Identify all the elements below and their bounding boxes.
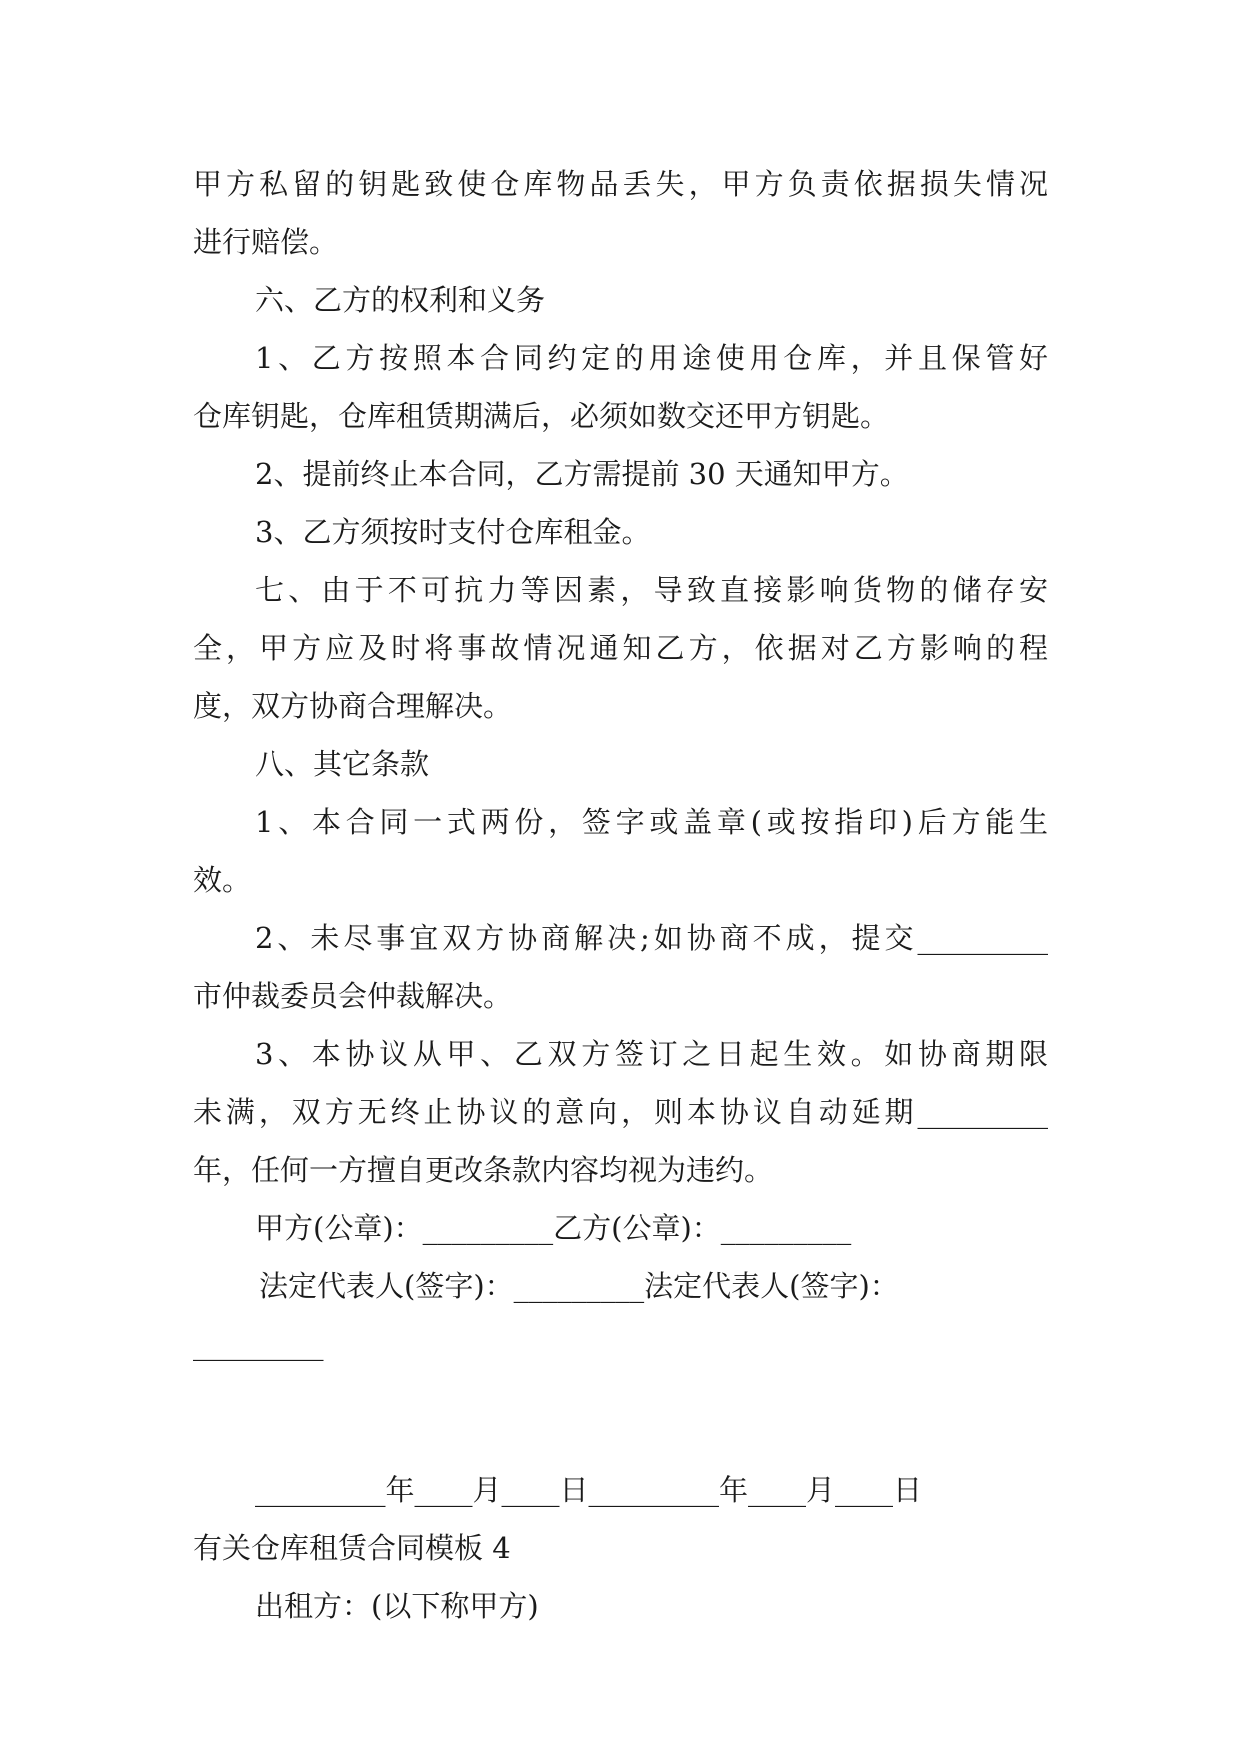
spacer <box>193 1373 1048 1461</box>
paragraph-line: 全，甲方应及时将事故情况通知乙方，依据对乙方影响的程 <box>193 631 1048 665</box>
clause-line: 3、本协议从甲、乙双方签订之日起生效。如协商期限 <box>255 1037 1048 1071</box>
template-title: 有关仓库租赁合同模板 4 <box>193 1531 511 1565</box>
clause-line: 仓库钥匙，仓库租赁期满后，必须如数交还甲方钥匙。 <box>193 399 890 433</box>
paragraph-line: 进行赔偿。 <box>193 225 339 259</box>
clause-line: 2、提前终止本合同，乙方需提前 30 天通知甲方。 <box>255 457 909 491</box>
clause-line: 未满，双方无终止协议的意向，则本协议自动延期_________ <box>193 1095 1048 1129</box>
paragraph-line: 甲方私留的钥匙致使仓库物品丢失，甲方负责依据损失情况 <box>193 167 1048 201</box>
clause-line: 3、乙方须按时支付仓库租金。 <box>255 515 651 549</box>
signature-blank: _________ <box>193 1327 324 1361</box>
clause-line: 市仲裁委员会仲裁解决。 <box>193 979 513 1013</box>
clause-line: 效。 <box>193 863 252 897</box>
section-heading: 八、其它条款 <box>255 747 430 781</box>
lessor-line: 出租方：(以下称甲方) <box>255 1589 539 1623</box>
section-heading: 六、乙方的权利和义务 <box>255 283 546 317</box>
clause-line: 1、乙方按照本合同约定的用途使用仓库，并且保管好 <box>255 341 1048 375</box>
section-heading: 七、由于不可抗力等因素，导致直接影响货物的储存安 <box>255 573 1048 607</box>
clause-line: 1、本合同一式两份，签字或盖章(或按指印)后方能生 <box>255 805 1048 839</box>
clause-line: 2、未尽事宜双方协商解决;如协商不成，提交_________ <box>255 921 1048 955</box>
paragraph-line: 度，双方协商合理解决。 <box>193 689 513 723</box>
clause-line: 年，任何一方擅自更改条款内容均视为违约。 <box>193 1153 774 1187</box>
date-line: _________年____月____日_________年____月____日 <box>255 1473 923 1507</box>
signature-line-seal: 甲方(公章)：_________乙方(公章)：_________ <box>255 1211 852 1245</box>
signature-line-representative: 法定代表人(签字)：_________法定代表人(签字)： <box>259 1269 899 1303</box>
document-body <box>193 155 1048 1635</box>
